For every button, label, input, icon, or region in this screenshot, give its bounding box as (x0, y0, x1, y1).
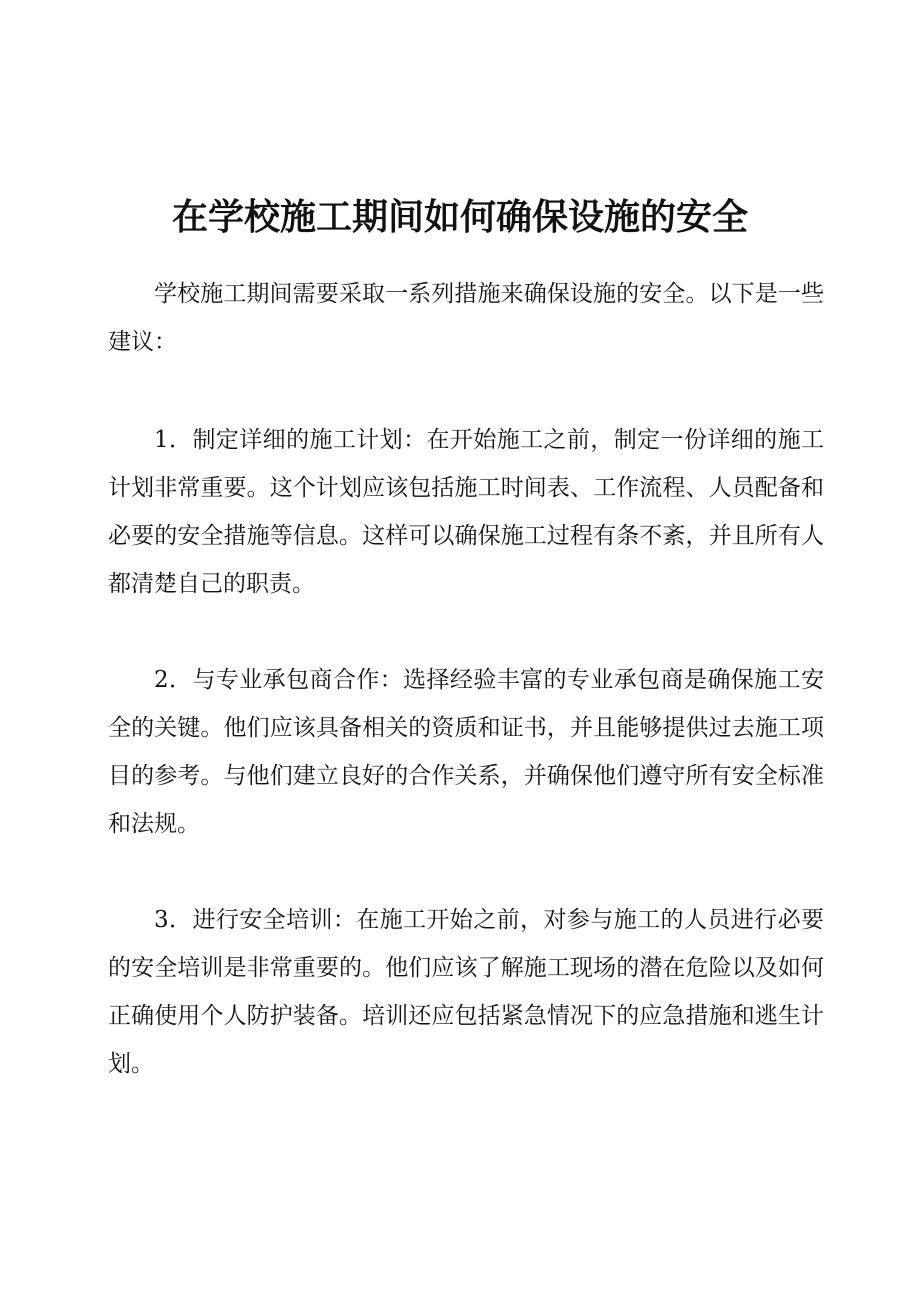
intro-paragraph: 学校施工期间需要采取一系列措施来确保设施的安全。以下是一些建议： (108, 281, 824, 355)
item-paragraph-3: 3．进行安全培训：在施工开始之前，对参与施工的人员进行必要的安全培训是非常重要的。他们应该了解施工现场的潜在危险以及如何正确使用个人防护装备。培训还应包括紧急情况下的应急措施和逃生计划。 (108, 907, 824, 1077)
item-paragraph-1: 1．制定详细的施工计划：在开始施工之前，制定一份详细的施工计划非常重要。这个计划应该包括施工时间表、工作流程、人员配备和必要的安全措施等信息。这样可以确保施工过程有条不紊，并且所有人都清楚自己的职责。 (108, 427, 824, 597)
document-title: 在学校施工期间如何确保设施的安全 (171, 197, 748, 239)
item-paragraph-2: 2．与专业承包商合作：选择经验丰富的专业承包商是确保施工安全的关键。他们应该具备相关的资质和证书，并且能够提供过去施工项目的参考。与他们建立良好的合作关系，并确保他们遵守所有安全标准和法规。 (108, 667, 824, 837)
